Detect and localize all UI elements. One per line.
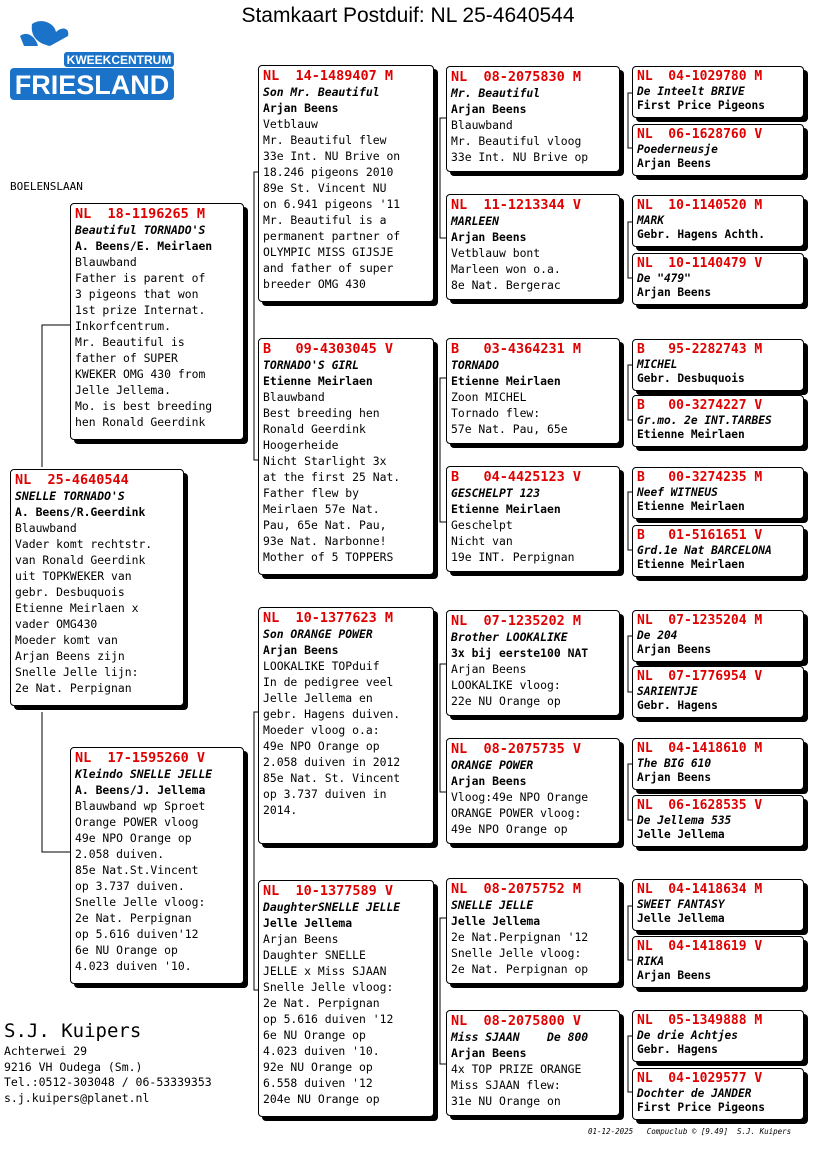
info-line: 2014. (263, 803, 298, 817)
pigeon-name: Son Mr. Beautiful (263, 85, 380, 99)
info-line: father of SUPER (75, 351, 178, 365)
pigeon-name: The BIG 610 (637, 757, 712, 770)
info-line: 6e NU Orange op (75, 943, 178, 957)
pigeon-name: Dochter de JANDER (637, 1087, 752, 1100)
info-line: Blauwband wp Sproet (75, 799, 206, 813)
pigeon-breeder: Arjan Beens (637, 969, 712, 983)
info-line: JELLE x Miss SJAAN (263, 964, 387, 978)
info-line: 204e NU Orange op (263, 1092, 380, 1106)
pigeon-card-ff[interactable] (258, 65, 434, 302)
pigeon-name: De Jellema 535 (637, 814, 732, 827)
pigeon-breeder: Etienne Meirlaen (263, 374, 373, 388)
info-line: Miss SJAAN flew: (451, 1078, 561, 1092)
ring-number: NL 05-1349888 M (637, 1013, 763, 1028)
owner-phone: Tel.:0512-303048 / 06-53339353 (4, 1075, 212, 1089)
info-line: 49e NPO Orange op (75, 831, 192, 845)
pigeon-breeder: Etienne Meirlaen (637, 500, 745, 514)
pigeon-breeder: Arjan Beens (637, 286, 712, 300)
pigeon-card-mfm[interactable] (446, 738, 620, 844)
pigeon-name: MICHEL (637, 358, 678, 371)
pigeon-card-subject[interactable] (10, 469, 184, 706)
pigeon-card-g5-2[interactable] (632, 124, 804, 176)
pigeon-name: GESCHELPT 123 (451, 486, 541, 500)
pigeon-name: MARLEEN (451, 214, 500, 228)
info-line: Arjan Beens (263, 932, 339, 946)
pigeon-breeder: Jelle Jellema (637, 828, 725, 842)
info-line: at the first 25 Nat. (263, 470, 401, 484)
ring-number: NL 08-2075735 V (451, 741, 582, 757)
info-line: Zoon MICHEL (451, 390, 527, 404)
pigeon-name: TORNADO'S GIRL (263, 358, 360, 372)
info-line: Nicht Starlight 3x (263, 454, 387, 468)
pigeon-card-g5-10[interactable] (632, 666, 804, 718)
pigeon-card-g5-1[interactable] (632, 66, 804, 118)
info-line: Vloog:49e NPO Orange (451, 790, 589, 804)
info-line: 2e Nat.Perpignan '12 (451, 930, 589, 944)
ring-number: NL 18-1196265 M (75, 206, 206, 222)
pigeon-name: ORANGE POWER (451, 758, 534, 772)
pigeon-breeder: Gebr. Desbuquois (637, 372, 745, 386)
info-line: 49e NPO Orange op (451, 822, 568, 836)
info-line: Blauwband (15, 521, 77, 535)
info-line: breeder OMG 430 (263, 277, 366, 291)
pigeon-card-g5-6[interactable] (632, 395, 804, 447)
ring-number: NL 25-4640544 (15, 472, 129, 488)
info-line: Snelle Jelle vloog: (451, 946, 582, 960)
info-line: 6.558 duiven '12 (263, 1076, 373, 1090)
info-line: 2e Nat. Perpignan (15, 681, 132, 695)
info-line: Mo. is best breeding (75, 399, 213, 413)
info-line: op 5.616 duiven'12 (75, 927, 199, 941)
info-line: Mr. Beautiful is (75, 335, 185, 349)
pigeon-info (263, 389, 429, 565)
footer-credit: 01-12-2025 Compuclub © [9.49] S.J. Kuipers (588, 1127, 792, 1136)
ring-number: NL 10-1140479 V (637, 256, 763, 271)
ring-number: NL 04-1029780 M (637, 69, 763, 84)
pigeon-info (451, 245, 615, 293)
pigeon-breeder: Arjan Beens (637, 643, 712, 657)
info-line: Jelle Jellema. (75, 383, 172, 397)
pigeon-breeder: Arjan Beens (451, 230, 527, 244)
pigeon-breeder: Arjan Beens (637, 157, 712, 171)
pigeon-card-g5-7[interactable] (632, 467, 804, 519)
pigeon-breeder: A. Beens/J. Jellema (75, 783, 206, 797)
info-line: vader OMG430 (15, 617, 98, 631)
pigeon-card-mff[interactable] (446, 610, 620, 716)
info-line: 31e NU Orange on (451, 1094, 561, 1108)
info-line: Pau, 65e Nat. Pau, (263, 518, 387, 532)
pigeon-breeder: Arjan Beens (263, 101, 339, 115)
info-line: 49e NPO Orange op (263, 739, 380, 753)
info-line: LOOKALIKE TOPduif (263, 659, 380, 673)
info-line: Moeder vloog o.a: (263, 723, 380, 737)
info-line: Blauwband (75, 255, 137, 269)
info-line: Tornado flew: (451, 406, 541, 420)
info-line: Hoogerheide (263, 438, 339, 452)
info-line: 6e NU Orange op (263, 1028, 366, 1042)
ring-number: NL 08-2075800 V (451, 1013, 582, 1029)
info-line: op 5.616 duiven '12 (263, 1012, 394, 1026)
pigeon-info (75, 254, 239, 430)
pigeon-name: SNELLE JELLE (451, 898, 534, 912)
pigeon-name: De Inteelt BRIVE (637, 85, 745, 98)
ring-number: B 95-2282743 M (637, 342, 763, 357)
pigeon-breeder: Arjan Beens (263, 643, 339, 657)
info-line: Jelle Jellema en (263, 691, 373, 705)
info-line: Blauwband (263, 390, 325, 404)
info-line: uit TOPKWEKER van (15, 569, 132, 583)
pigeon-name: Kleindo SNELLE JELLE (75, 767, 213, 781)
info-line: 92e NU Orange op (263, 1060, 373, 1074)
pigeon-card-mm[interactable] (258, 880, 434, 1117)
owner-street: Achterwei 29 (4, 1044, 88, 1058)
info-line: Arjan Beens zijn (15, 649, 125, 663)
pigeon-info (451, 789, 615, 837)
pigeon-breeder: Jelle Jellema (637, 912, 725, 926)
info-line: Moeder komt van (15, 633, 118, 647)
info-line: Father is parent of (75, 271, 206, 285)
pigeon-name: De 204 (637, 629, 678, 642)
logo-bottom-text: FRIESLAND (14, 70, 170, 100)
ring-number: B 09-4303045 V (263, 341, 394, 357)
pigeon-name: De "479" (637, 272, 691, 285)
pigeon-breeder: Arjan Beens (451, 774, 527, 788)
info-line: 4x TOP PRIZE ORANGE (451, 1062, 582, 1076)
pigeon-breeder: Gebr. Hagens Achth. (637, 228, 765, 242)
ring-number: NL 06-1628760 V (637, 127, 763, 142)
pigeon-breeder: Arjan Beens (451, 1046, 527, 1060)
ring-number: B 00-3274235 M (637, 470, 763, 485)
pigeon-card-mmf[interactable] (446, 878, 620, 984)
ring-number: NL 06-1628535 V (637, 798, 763, 813)
pigeon-breeder: Arjan Beens (637, 771, 712, 785)
pigeon-card-g5-15[interactable] (632, 1010, 804, 1062)
pigeon-card-g5-14[interactable] (632, 936, 804, 988)
info-line: 19e INT. Perpignan (451, 550, 575, 564)
info-line: Geschelpt (451, 518, 513, 532)
pigeon-info (451, 661, 615, 709)
ring-number: NL 04-1418634 M (637, 882, 763, 897)
pigeon-name: Beautiful TORNADO'S (75, 223, 206, 237)
pigeon-name: Poederneusje (637, 143, 718, 156)
pigeon-breeder: Jelle Jellema (451, 914, 541, 928)
pigeon-card-g5-11[interactable] (632, 738, 804, 790)
info-line: 93e Nat. Narbonne! (263, 534, 387, 548)
pigeon-card-fmf[interactable] (446, 338, 620, 444)
pigeon-card-g5-8[interactable] (632, 525, 804, 577)
pigeon-name: SWEET FANTASY (637, 898, 725, 911)
info-line: gebr. Desbuquois (15, 585, 125, 599)
pigeon-breeder: A. Beens/E. Meirlaen (75, 239, 213, 253)
pigeon-name: MARK (637, 214, 664, 227)
owner-email[interactable]: s.j.kuipers@planet.nl (4, 1090, 150, 1105)
info-line: Snelle Jelle lijn: (15, 665, 139, 679)
ring-number: NL 04-1418610 M (637, 741, 763, 756)
pigeon-card-g5-3[interactable] (632, 195, 804, 247)
pigeon-name: SARIENTJE (637, 685, 698, 698)
pigeon-card-fmm[interactable] (446, 466, 620, 572)
pigeon-breeder: Gebr. Hagens (637, 1043, 718, 1057)
info-line: 57e Nat. Pau, 65e (451, 422, 568, 436)
pigeon-name: Miss SJAAN De 800 (451, 1030, 589, 1044)
ring-number: NL 07-1235202 M (451, 613, 582, 629)
info-line: Mr. Beautiful is a (263, 213, 387, 227)
info-line: Mr. Beautiful vloog (451, 134, 582, 148)
info-line: Best breeding hen (263, 406, 380, 420)
info-line: and father of super (263, 261, 394, 275)
pigeon-card-mother[interactable] (70, 747, 244, 984)
pigeon-breeder: Jelle Jellema (263, 916, 353, 930)
ring-number: NL 10-1140520 M (637, 198, 763, 213)
pigeon-info (263, 931, 429, 1107)
owner-city: 9216 VH Oudega (Sm.) (4, 1059, 143, 1074)
pigeon-card-father[interactable] (70, 203, 244, 440)
info-line: Vetblauw (263, 117, 318, 131)
info-line: Mr. Beautiful flew (263, 133, 387, 147)
pigeon-breeder: Arjan Beens (451, 102, 527, 116)
info-line: OLYMPIC MISS GIJSJE (263, 245, 394, 259)
info-line: 2.058 duiven. (75, 847, 165, 861)
pigeon-info (451, 517, 615, 565)
info-line: Snelle Jelle vloog: (263, 980, 394, 994)
pigeon-name: RIKA (637, 955, 664, 968)
info-line: 1st prize Internat. (75, 303, 206, 317)
info-line: 8e Nat. Bergerac (451, 278, 561, 292)
info-line: 2e Nat. Perpignan (263, 996, 380, 1010)
logo-top-text: KWEEKCENTRUM (66, 53, 172, 67)
pigeon-info (451, 389, 615, 437)
ring-number: NL 10-1377623 M (263, 610, 394, 626)
ring-number: NL 04-1418619 V (637, 939, 763, 954)
info-line: 85e Nat.St.Vincent (75, 863, 199, 877)
info-line: Vader komt rechtstr. (15, 537, 153, 551)
owner-name: S.J. Kuipers (4, 1020, 142, 1042)
pigeon-card-g5-16[interactable] (632, 1068, 804, 1120)
ring-number: NL 04-1029577 V (637, 1071, 763, 1086)
ring-number: NL 08-2075752 M (451, 881, 582, 897)
info-line: 2e Nat. Perpignan op (451, 962, 589, 976)
ring-number: NL 07-1235204 M (637, 613, 763, 628)
info-line: 85e Nat. St. Vincent (263, 771, 401, 785)
info-line: gebr. Hagens duiven. (263, 707, 401, 721)
pigeon-card-g5-9[interactable] (632, 610, 804, 662)
pigeon-breeder: Etienne Meirlaen (637, 558, 745, 572)
info-line: Blauwband (451, 118, 513, 132)
info-line: Arjan Beens (451, 662, 527, 676)
pigeon-info (451, 1061, 615, 1109)
info-line: Nicht van (451, 534, 513, 548)
ring-number: NL 08-2075830 M (451, 69, 582, 85)
info-line: 89e St. Vincent NU (263, 181, 387, 195)
pigeon-breeder: First Price Pigeons (637, 1101, 765, 1115)
pigeon-name: De drie Achtjes (637, 1029, 739, 1042)
pigeon-card-mf[interactable] (258, 607, 434, 844)
pigeon-info (451, 117, 615, 165)
info-line: van Ronald Geerdink (15, 553, 146, 567)
pigeon-breeder: Etienne Meirlaen (451, 502, 561, 516)
info-line: ORANGE POWER vloog: (451, 806, 582, 820)
info-line: Etienne Meirlaen x (15, 601, 139, 615)
info-line: Father flew by (263, 486, 360, 500)
info-line: 2e Nat. Perpignan (75, 911, 192, 925)
pigeon-breeder: Etienne Meirlaen (451, 374, 561, 388)
info-line: Marleen won o.a. (451, 262, 561, 276)
pigeon-info (15, 520, 179, 696)
location-label: BOELENSLAAN (10, 180, 83, 193)
pigeon-breeder: A. Beens/R.Geerdink (15, 505, 146, 519)
ring-number: NL 07-1776954 V (637, 669, 763, 684)
pigeon-card-mmm[interactable] (446, 1010, 620, 1116)
pigeon-info (75, 798, 239, 974)
pigeon-info (263, 658, 429, 818)
pigeon-breeder: 3x bij eerste100 NAT (451, 646, 589, 660)
pigeon-info (263, 116, 429, 292)
info-line: Vetblauw bont (451, 246, 541, 260)
info-line: Orange POWER vloog (75, 815, 199, 829)
pigeon-name: TORNADO (451, 358, 500, 372)
info-line: Ronald Geerdink (263, 422, 366, 436)
info-line: Inkorfcentrum. (75, 319, 172, 333)
owner-info (4, 1018, 212, 1106)
pigeon-card-fff[interactable] (446, 66, 620, 172)
info-line: hen Ronald Geerdink (75, 415, 206, 429)
info-line: LOOKALIKE vloog: (451, 678, 561, 692)
info-line: on 6.941 pigeons '11 (263, 197, 401, 211)
ring-number: B 03-4364231 M (451, 341, 582, 357)
ring-number: B 00-3274227 V (637, 398, 763, 413)
pigeon-breeder: Etienne Meirlaen (637, 428, 745, 442)
info-line: Snelle Jelle vloog: (75, 895, 206, 909)
pigeon-card-g5-13[interactable] (632, 879, 804, 931)
pigeon-name: Grd.1e Nat BARCELONA (637, 544, 772, 557)
ring-number: NL 11-1213344 V (451, 197, 582, 213)
info-line: Meirlaen 57e Nat. (263, 502, 380, 516)
info-line: 33e Int. NU Brive op (451, 150, 589, 164)
info-line: op 3.737 duiven in (263, 787, 387, 801)
info-line: Mother of 5 TOPPERS (263, 550, 394, 564)
pigeon-name: Son ORANGE POWER (263, 627, 373, 641)
page-title: Stamkaart Postduif: NL 25-4640544 (241, 4, 575, 27)
ring-number: B 01-5161651 V (637, 528, 763, 543)
info-line: 2.058 duiven in 2012 (263, 755, 401, 769)
info-line: op 3.737 duiven. (75, 879, 185, 893)
info-line: In de pedigree veel (263, 675, 394, 689)
info-line: 4.023 duiven '10. (75, 959, 192, 973)
info-line: 18.246 pigeons 2010 (263, 165, 394, 179)
pigeon-name: DaughterSNELLE JELLE (263, 900, 401, 914)
ring-number: B 04-4425123 V (451, 469, 582, 485)
pigeon-card-g5-4[interactable] (632, 253, 804, 305)
info-line: Daughter SNELLE (263, 948, 366, 962)
pigeon-name: Neef WITNEUS (637, 486, 718, 499)
info-line: 33e Int. NU Brive on (263, 149, 401, 163)
pigeon-card-g5-5[interactable] (632, 339, 804, 391)
info-line: 3 pigeons that won (75, 287, 199, 301)
ring-number: NL 10-1377589 V (263, 883, 394, 899)
info-line: permanent partner of (263, 229, 401, 243)
pigeon-info (451, 929, 615, 977)
ring-number: NL 14-1489407 M (263, 68, 394, 84)
info-line: KWEKER OMG 430 from (75, 367, 206, 381)
ring-number: NL 17-1595260 V (75, 750, 206, 766)
pigeon-name: Gr.mo. 2e INT.TARBES (637, 414, 772, 427)
pigeon-card-g5-12[interactable] (632, 795, 804, 847)
pigeon-name: SNELLE TORNADO'S (15, 489, 125, 503)
pigeon-breeder: Gebr. Hagens (637, 699, 718, 713)
info-line: 22e NU Orange op (451, 694, 561, 708)
info-line: 4.023 duiven '10. (263, 1044, 380, 1058)
pigeon-card-ffm[interactable] (446, 194, 620, 300)
pigeon-card-fm[interactable] (258, 338, 434, 575)
pigeon-name: Brother LOOKALIKE (451, 630, 568, 644)
pigeon-breeder: First Price Pigeons (637, 99, 765, 113)
pigeon-name: Mr. Beautiful (451, 86, 541, 100)
